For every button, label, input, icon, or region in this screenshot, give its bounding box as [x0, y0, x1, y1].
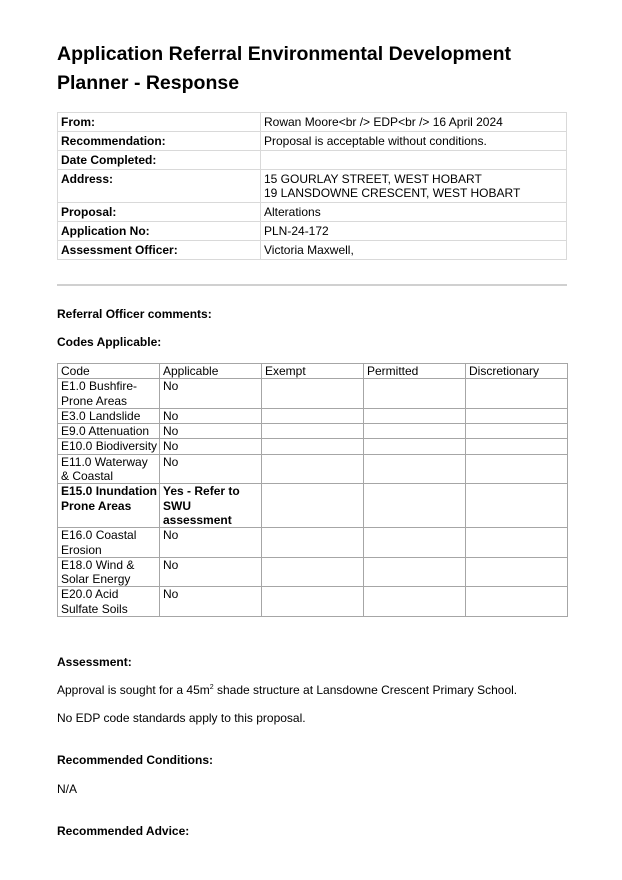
codes-header-cell: Applicable	[160, 364, 262, 379]
codes-cell-permitted	[364, 379, 466, 409]
referral-info-table	[57, 112, 567, 260]
codes-cell-discretionary	[466, 587, 568, 617]
codes-cell-applicable: No	[160, 587, 262, 617]
codes-cell-permitted	[364, 587, 466, 617]
codes-cell-permitted	[364, 528, 466, 558]
codes-cell-exempt	[262, 484, 364, 528]
table-row	[58, 528, 568, 558]
codes-header-cell: Discretionary	[466, 364, 568, 379]
codes-cell-discretionary	[466, 424, 568, 439]
info-row	[58, 203, 567, 222]
codes-cell-exempt	[262, 408, 364, 423]
codes-cell-permitted	[364, 408, 466, 423]
table-row	[58, 424, 568, 439]
codes-cell-exempt	[262, 424, 364, 439]
codes-cell-applicable: Yes - Refer to SWU assessment	[160, 484, 262, 528]
codes-cell-permitted	[364, 454, 466, 484]
codes-cell-code: E18.0 Wind & Solar Energy	[58, 557, 160, 587]
table-row	[58, 557, 568, 587]
table-row	[58, 439, 568, 454]
recommended-conditions-heading: Recommended Conditions:	[57, 753, 214, 767]
info-value: Rowan Moore<br /> EDP<br /> 16 April 2024	[261, 113, 567, 132]
codes-cell-exempt	[262, 439, 364, 454]
codes-cell-code: E1.0 Bushfire-Prone Areas	[58, 379, 160, 409]
info-label: Assessment Officer:	[58, 241, 261, 260]
codes-cell-exempt	[262, 379, 364, 409]
codes-cell-exempt	[262, 454, 364, 484]
codes-cell-permitted	[364, 439, 466, 454]
codes-cell-permitted	[364, 557, 466, 587]
codes-cell-applicable: No	[160, 528, 262, 558]
codes-cell-permitted	[364, 424, 466, 439]
codes-cell-discretionary	[466, 379, 568, 409]
table-row	[58, 408, 568, 423]
codes-cell-code: E3.0 Landslide	[58, 408, 160, 423]
assessment-heading: Assessment:	[57, 655, 132, 669]
codes-cell-applicable: No	[160, 408, 262, 423]
info-value: PLN-24-172	[261, 222, 567, 241]
codes-cell-discretionary	[466, 557, 568, 587]
info-label: Application No:	[58, 222, 261, 241]
codes-header-cell: Exempt	[262, 364, 364, 379]
codes-cell-code: E9.0 Attenuation	[58, 424, 160, 439]
codes-cell-applicable: No	[160, 439, 262, 454]
codes-cell-discretionary	[466, 528, 568, 558]
info-row	[58, 113, 567, 132]
codes-applicable-heading: Codes Applicable:	[57, 335, 162, 349]
info-row	[58, 241, 567, 260]
info-row	[58, 170, 567, 203]
table-row	[58, 587, 568, 617]
section-divider	[57, 284, 567, 286]
info-value: Proposal is acceptable without conditions.	[261, 132, 567, 151]
table-row	[58, 379, 568, 409]
info-value: Victoria Maxwell,	[261, 241, 567, 260]
info-value: 15 GOURLAY STREET, WEST HOBART 19 LANSDOWNE CRESCENT, WEST HOBART	[261, 170, 567, 203]
page-title: Application Referral Environmental Development Planner - Response	[57, 43, 512, 94]
codes-cell-exempt	[262, 557, 364, 587]
table-row	[58, 484, 568, 528]
info-label: Address:	[58, 170, 261, 203]
codes-table	[57, 363, 568, 617]
recommended-conditions-text: N/A	[57, 782, 78, 796]
codes-cell-code: E11.0 Waterway & Coastal	[58, 454, 160, 484]
codes-cell-applicable: No	[160, 379, 262, 409]
table-row	[58, 454, 568, 484]
info-value	[261, 151, 567, 170]
assessment-note: No EDP code standards apply to this proposal.	[57, 711, 306, 725]
codes-cell-code: E15.0 Inundation Prone Areas	[58, 484, 160, 528]
codes-cell-discretionary	[466, 408, 568, 423]
referral-comments-heading: Referral Officer comments:	[57, 307, 212, 321]
codes-cell-code: E20.0 Acid Sulfate Soils	[58, 587, 160, 617]
recommended-advice-heading: Recommended Advice:	[57, 824, 190, 838]
codes-header-cell: Permitted	[364, 364, 466, 379]
codes-cell-code: E10.0 Biodiversity	[58, 439, 160, 454]
codes-cell-applicable: No	[160, 557, 262, 587]
assessment-text: Approval is sought for a $45m^2$ shade structure at Lansdowne Crescent Primary School.	[57, 683, 518, 697]
codes-cell-discretionary	[466, 484, 568, 528]
codes-header-cell: Code	[58, 364, 160, 379]
info-row	[58, 132, 567, 151]
codes-cell-discretionary	[466, 454, 568, 484]
info-row	[58, 151, 567, 170]
codes-cell-exempt	[262, 528, 364, 558]
codes-cell-applicable: No	[160, 454, 262, 484]
codes-cell-discretionary	[466, 439, 568, 454]
codes-cell-permitted	[364, 484, 466, 528]
info-value: Alterations	[261, 203, 567, 222]
info-row	[58, 222, 567, 241]
codes-cell-exempt	[262, 587, 364, 617]
info-label: Date Completed:	[58, 151, 261, 170]
codes-cell-applicable: No	[160, 424, 262, 439]
info-label: From:	[58, 113, 261, 132]
codes-cell-code: E16.0 Coastal Erosion	[58, 528, 160, 558]
info-label: Recommendation:	[58, 132, 261, 151]
info-label: Proposal:	[58, 203, 261, 222]
